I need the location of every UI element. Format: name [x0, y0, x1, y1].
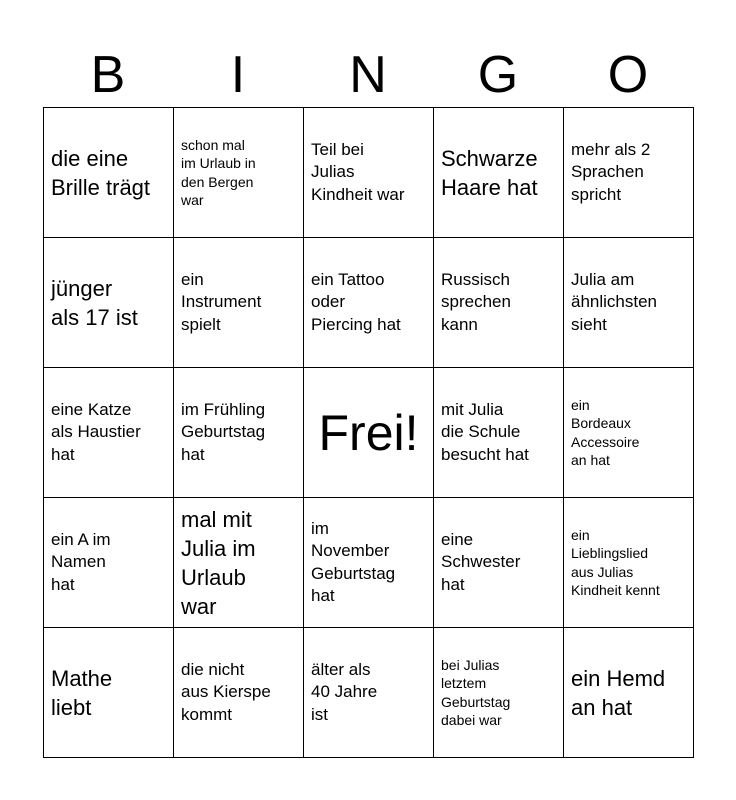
- bingo-cell-text: Julia am ähnlichsten sieht: [571, 269, 658, 334]
- bingo-cell-text: im November Geburtstag hat: [311, 518, 396, 605]
- bingo-cell[interactable]: [174, 108, 304, 238]
- bingo-cell[interactable]: [564, 238, 694, 368]
- bingo-row: [44, 108, 694, 238]
- bingo-cell-text: Frei!: [318, 404, 419, 461]
- bingo-row: [44, 368, 694, 498]
- bingo-cell-text: ein A im Namen hat: [51, 529, 111, 594]
- header-letter-o: O: [607, 46, 649, 104]
- bingo-cell-text: Mathe liebt: [51, 665, 113, 720]
- free-space-cell[interactable]: [304, 368, 434, 498]
- bingo-cell-text: ein Lieblingslied aus Julias Kindheit kennt: [571, 526, 660, 598]
- bingo-cell[interactable]: [174, 368, 304, 498]
- bingo-cell[interactable]: [434, 108, 564, 238]
- bingo-cell[interactable]: [174, 498, 304, 628]
- bingo-cell[interactable]: [44, 368, 174, 498]
- bingo-cell-text: im Frühling Geburtstag hat: [181, 399, 266, 464]
- header-letter-g: G: [477, 46, 519, 104]
- bingo-row: [44, 498, 694, 628]
- bingo-cell[interactable]: [564, 498, 694, 628]
- bingo-cell-text: Russisch sprechen kann: [441, 269, 511, 334]
- bingo-cell-text: mit Julia die Schule besucht hat: [441, 399, 529, 464]
- bingo-cell-text: mehr als 2 Sprachen spricht: [571, 139, 651, 204]
- bingo-cell-text: eine Katze als Haustier hat: [51, 399, 141, 464]
- bingo-cell-text: Teil bei Julias Kindheit war: [311, 139, 405, 204]
- bingo-cell[interactable]: [434, 628, 564, 758]
- bingo-cell-text: eine Schwester hat: [441, 529, 521, 594]
- bingo-cell[interactable]: [434, 238, 564, 368]
- bingo-cell[interactable]: [304, 498, 434, 628]
- bingo-cell[interactable]: [564, 368, 694, 498]
- bingo-cell-text: bei Julias letztem Geburtstag dabei war: [441, 656, 511, 728]
- bingo-cell[interactable]: [44, 628, 174, 758]
- bingo-cell[interactable]: [304, 628, 434, 758]
- bingo-header: [43, 42, 693, 108]
- bingo-cell[interactable]: [304, 108, 434, 238]
- bingo-cell-text: Schwarze Haare hat: [441, 145, 538, 200]
- header-letter-b: B: [90, 46, 126, 104]
- bingo-cell-text: ein Instrument spielt: [181, 269, 262, 334]
- header-letter-n: N: [349, 46, 387, 104]
- bingo-cell-text: älter als 40 Jahre ist: [311, 659, 378, 724]
- bingo-cell[interactable]: [434, 498, 564, 628]
- bingo-cell[interactable]: [174, 628, 304, 758]
- bingo-cell-text: schon mal im Urlaub in den Bergen war: [181, 136, 256, 208]
- bingo-cell-text: ein Hemd an hat: [571, 665, 666, 720]
- header-letter-i: I: [230, 46, 246, 104]
- bingo-cell-text: ein Tattoo oder Piercing hat: [311, 269, 401, 334]
- bingo-cell-text: die nicht aus Kierspe kommt: [181, 659, 271, 724]
- bingo-cell-text: ein Bordeaux Accessoire an hat: [571, 396, 640, 468]
- bingo-cell[interactable]: [44, 498, 174, 628]
- bingo-cell[interactable]: [564, 628, 694, 758]
- bingo-cell-text: jünger als 17 ist: [51, 275, 138, 330]
- bingo-grid: [43, 107, 694, 758]
- bingo-cell[interactable]: [564, 108, 694, 238]
- bingo-cell[interactable]: [174, 238, 304, 368]
- bingo-row: [44, 628, 694, 758]
- bingo-cell-text: die eine Brille trägt: [51, 145, 151, 200]
- bingo-cell[interactable]: [304, 238, 434, 368]
- bingo-cell[interactable]: [434, 368, 564, 498]
- bingo-cell[interactable]: [44, 108, 174, 238]
- bingo-cell[interactable]: [44, 238, 174, 368]
- bingo-cell-text: mal mit Julia im Urlaub war: [181, 506, 256, 619]
- bingo-row: [44, 238, 694, 368]
